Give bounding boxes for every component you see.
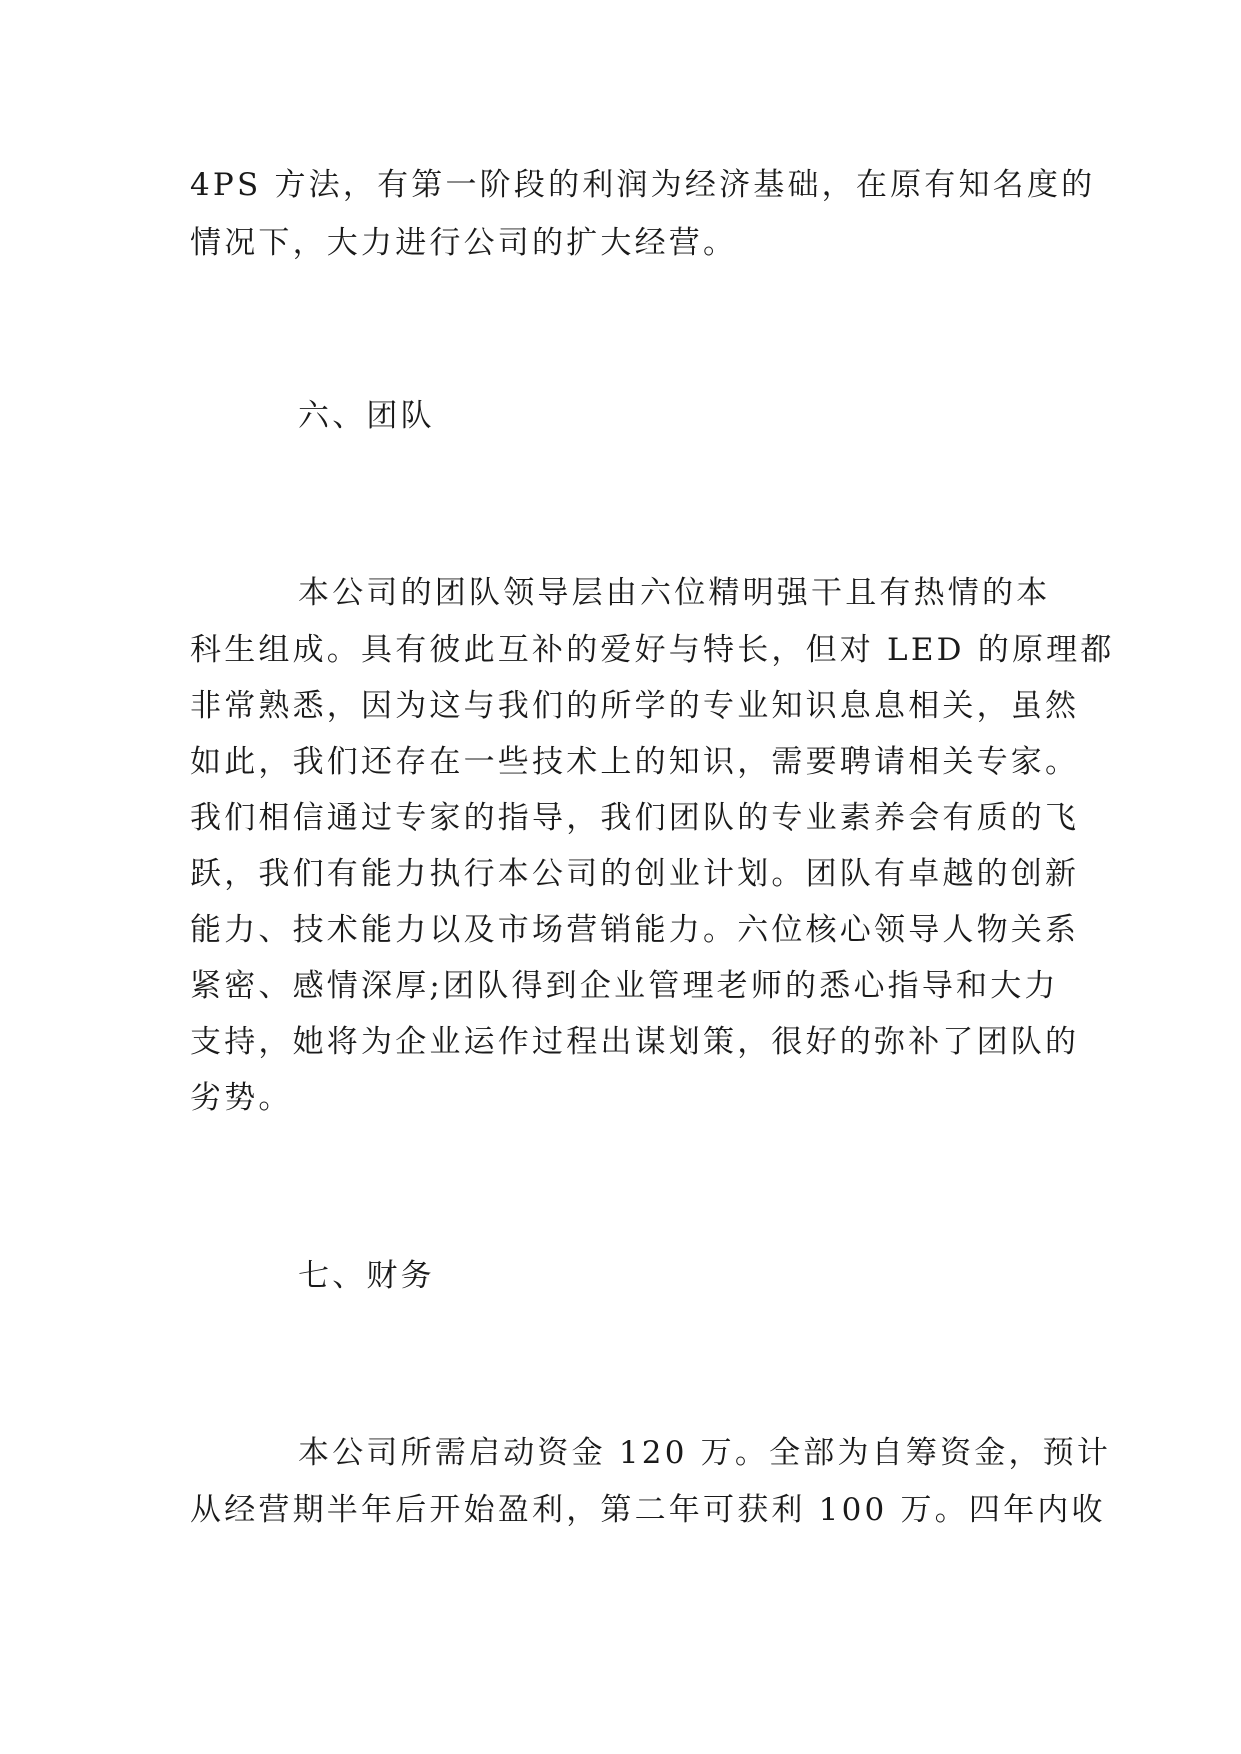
paragraph-3-line-1: 本公司所需启动资金 120 万。全部为自筹资金，预计 (298, 1435, 1112, 1471)
paragraph-2-line-2: 科生组成。具有彼此互补的爱好与特长，但对 LED 的原理都 (190, 632, 1115, 668)
paragraph-1-line-2: 情况下，大力进行公司的扩大经营。 (190, 225, 738, 261)
paragraph-2-line-9: 支持，她将为企业运作过程出谋划策，很好的弥补了团队的 (190, 1024, 1080, 1060)
paragraph-2-line-4: 如此，我们还存在一些技术上的知识，需要聘请相关专家。 (190, 744, 1080, 780)
paragraph-2-line-8: 紧密、感情深厚;团队得到企业管理老师的悉心指导和大力 (190, 968, 1059, 1004)
paragraph-2-line-5: 我们相信通过专家的指导，我们团队的专业素养会有质的飞 (190, 800, 1080, 836)
paragraph-2-line-6: 跃，我们有能力执行本公司的创业计划。团队有卓越的创新 (190, 856, 1080, 892)
section-heading-team: 六、团队 (298, 398, 435, 434)
section-heading-finance: 七、财务 (298, 1258, 435, 1294)
paragraph-2-line-10: 劣势。 (190, 1080, 293, 1116)
paragraph-2-line-1: 本公司的团队领导层由六位精明强干且有热情的本 (298, 575, 1051, 611)
paragraph-1-line-1: 4PS 方法，有第一阶段的利润为经济基础，在原有知名度的 (190, 167, 1096, 203)
paragraph-2-line-7: 能力、技术能力以及市场营销能力。六位核心领导人物关系 (190, 912, 1080, 948)
paragraph-2-line-3: 非常熟悉，因为这与我们的所学的专业知识息息相关，虽然 (190, 688, 1080, 724)
paragraph-3-line-2: 从经营期半年后开始盈利，第二年可获利 100 万。四年内收 (190, 1492, 1106, 1528)
